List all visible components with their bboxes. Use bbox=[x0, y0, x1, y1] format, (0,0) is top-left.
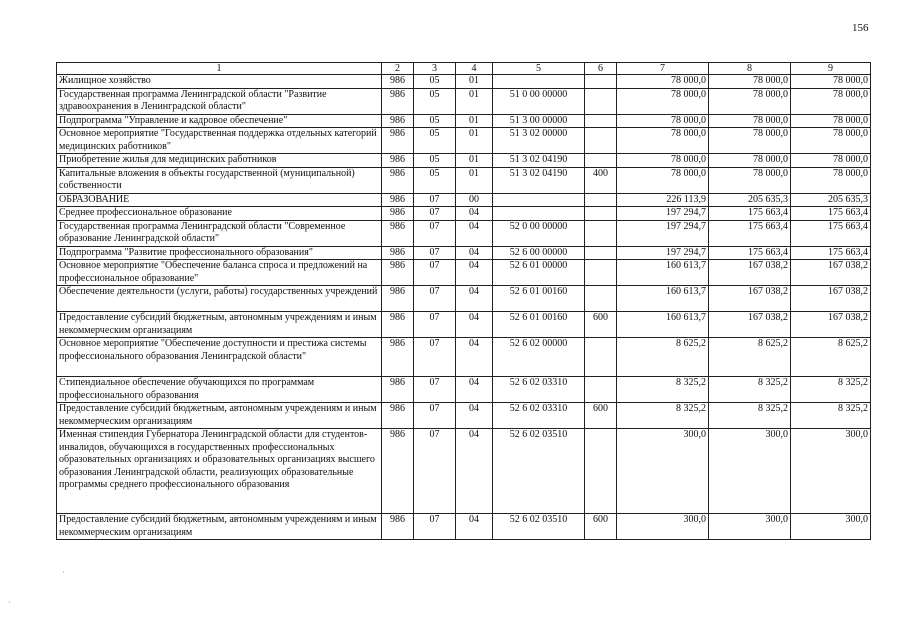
table-cell-amount-year1: 300,0 bbox=[617, 514, 709, 540]
table-row bbox=[57, 207, 871, 221]
table-cell-name: Основное мероприятие "Обеспечение доступности и престижа системы профессионального образования Ленинградской области" bbox=[57, 338, 382, 377]
table-cell-admin: 986 bbox=[382, 220, 414, 246]
table-cell-section: 05 bbox=[414, 128, 456, 154]
table-cell-section: 07 bbox=[414, 377, 456, 403]
table-row bbox=[57, 377, 871, 403]
table-cell-amount-year3: 175 663,4 bbox=[791, 207, 871, 221]
table-row bbox=[57, 338, 871, 377]
table-cell-section: 05 bbox=[414, 167, 456, 193]
table-cell-subsection: 04 bbox=[456, 403, 493, 429]
table-cell-amount-year1: 8 325,2 bbox=[617, 377, 709, 403]
table-cell-target-article: 52 6 01 00160 bbox=[493, 312, 585, 338]
table-cell-admin: 986 bbox=[382, 128, 414, 154]
table-cell-amount-year2: 205 635,3 bbox=[709, 193, 791, 207]
table-cell-target-article: 52 6 02 00000 bbox=[493, 338, 585, 377]
table-row bbox=[57, 312, 871, 338]
scan-speck: · bbox=[8, 598, 11, 607]
table-cell-amount-year3: 175 663,4 bbox=[791, 220, 871, 246]
table-row bbox=[57, 514, 871, 540]
table-cell-expense-type bbox=[585, 75, 617, 89]
table-cell-admin: 986 bbox=[382, 154, 414, 168]
table-cell-subsection: 04 bbox=[456, 260, 493, 286]
table-cell-amount-year1: 78 000,0 bbox=[617, 167, 709, 193]
table-cell-subsection: 04 bbox=[456, 312, 493, 338]
column-header-6: 6 bbox=[585, 63, 617, 75]
table-cell-target-article: 52 6 00 00000 bbox=[493, 246, 585, 260]
table-cell-amount-year1: 78 000,0 bbox=[617, 154, 709, 168]
table-cell-name: Жилищное хозяйство bbox=[57, 75, 382, 89]
table-cell-expense-type bbox=[585, 286, 617, 312]
table-cell-target-article: 52 6 02 03510 bbox=[493, 514, 585, 540]
table-cell-amount-year3: 300,0 bbox=[791, 429, 871, 514]
table-cell-target-article: 52 6 02 03310 bbox=[493, 377, 585, 403]
table-cell-amount-year2: 78 000,0 bbox=[709, 75, 791, 89]
table-row bbox=[57, 429, 871, 514]
table-cell-amount-year2: 78 000,0 bbox=[709, 154, 791, 168]
table-cell-amount-year2: 8 625,2 bbox=[709, 338, 791, 377]
table-cell-expense-type bbox=[585, 246, 617, 260]
table-row bbox=[57, 260, 871, 286]
table-cell-amount-year3: 167 038,2 bbox=[791, 260, 871, 286]
table-cell-admin: 986 bbox=[382, 246, 414, 260]
table-cell-amount-year2: 167 038,2 bbox=[709, 312, 791, 338]
table-cell-amount-year3: 78 000,0 bbox=[791, 128, 871, 154]
table-cell-amount-year1: 160 613,7 bbox=[617, 260, 709, 286]
table-cell-name: Капитальные вложения в объекты государственной (муниципальной) собственности bbox=[57, 167, 382, 193]
table-cell-amount-year3: 167 038,2 bbox=[791, 312, 871, 338]
table-cell-subsection: 04 bbox=[456, 246, 493, 260]
column-header-4: 4 bbox=[456, 63, 493, 75]
table-cell-amount-year2: 167 038,2 bbox=[709, 260, 791, 286]
table-cell-admin: 986 bbox=[382, 75, 414, 89]
table-cell-expense-type bbox=[585, 338, 617, 377]
table-cell-admin: 986 bbox=[382, 429, 414, 514]
table-cell-admin: 986 bbox=[382, 514, 414, 540]
table-cell-target-article: 52 0 00 00000 bbox=[493, 220, 585, 246]
table-cell-amount-year2: 167 038,2 bbox=[709, 286, 791, 312]
table-cell-amount-year2: 78 000,0 bbox=[709, 128, 791, 154]
table-cell-section: 07 bbox=[414, 338, 456, 377]
table-cell-expense-type bbox=[585, 207, 617, 221]
column-header-8: 8 bbox=[709, 63, 791, 75]
table-cell-amount-year3: 8 625,2 bbox=[791, 338, 871, 377]
table-cell-amount-year3: 78 000,0 bbox=[791, 88, 871, 114]
table-cell-amount-year1: 78 000,0 bbox=[617, 75, 709, 89]
table-cell-amount-year3: 167 038,2 bbox=[791, 286, 871, 312]
table-cell-expense-type bbox=[585, 429, 617, 514]
table-cell-amount-year2: 175 663,4 bbox=[709, 246, 791, 260]
table-row bbox=[57, 403, 871, 429]
table-cell-admin: 986 bbox=[382, 338, 414, 377]
table-cell-subsection: 00 bbox=[456, 193, 493, 207]
table-cell-amount-year3: 78 000,0 bbox=[791, 154, 871, 168]
header-row bbox=[57, 63, 871, 75]
table-cell-name: Среднее профессиональное образование bbox=[57, 207, 382, 221]
table-cell-subsection: 01 bbox=[456, 114, 493, 128]
table-cell-subsection: 01 bbox=[456, 167, 493, 193]
table-cell-name: Основное мероприятие "Обеспечение баланса спроса и предложений на профессиональное образование" bbox=[57, 260, 382, 286]
table-cell-target-article bbox=[493, 75, 585, 89]
table-cell-amount-year1: 160 613,7 bbox=[617, 312, 709, 338]
scan-speck: · bbox=[62, 568, 65, 577]
table-cell-admin: 986 bbox=[382, 207, 414, 221]
table-cell-amount-year2: 300,0 bbox=[709, 429, 791, 514]
table-cell-amount-year2: 300,0 bbox=[709, 514, 791, 540]
table-cell-section: 05 bbox=[414, 88, 456, 114]
table-cell-amount-year2: 175 663,4 bbox=[709, 207, 791, 221]
table-row bbox=[57, 246, 871, 260]
table-cell-amount-year2: 8 325,2 bbox=[709, 403, 791, 429]
table-cell-amount-year1: 300,0 bbox=[617, 429, 709, 514]
table-cell-subsection: 04 bbox=[456, 220, 493, 246]
table-cell-subsection: 04 bbox=[456, 207, 493, 221]
column-header-2: 2 bbox=[382, 63, 414, 75]
table-row bbox=[57, 128, 871, 154]
table-cell-amount-year1: 197 294,7 bbox=[617, 207, 709, 221]
table-cell-section: 07 bbox=[414, 220, 456, 246]
table-cell-section: 07 bbox=[414, 514, 456, 540]
table-cell-amount-year3: 175 663,4 bbox=[791, 246, 871, 260]
table-cell-amount-year1: 197 294,7 bbox=[617, 246, 709, 260]
column-header-5: 5 bbox=[493, 63, 585, 75]
table-cell-subsection: 01 bbox=[456, 75, 493, 89]
table-cell-amount-year3: 78 000,0 bbox=[791, 114, 871, 128]
table-cell-subsection: 04 bbox=[456, 429, 493, 514]
table-cell-amount-year1: 8 325,2 bbox=[617, 403, 709, 429]
table-cell-subsection: 04 bbox=[456, 286, 493, 312]
table-cell-expense-type bbox=[585, 260, 617, 286]
table-cell-amount-year2: 78 000,0 bbox=[709, 114, 791, 128]
table-cell-admin: 986 bbox=[382, 260, 414, 286]
column-header-7: 7 bbox=[617, 63, 709, 75]
table-row bbox=[57, 88, 871, 114]
table-row bbox=[57, 167, 871, 193]
table-cell-target-article: 51 3 02 04190 bbox=[493, 154, 585, 168]
table-cell-name: Предоставление субсидий бюджетным, автономным учреждениям и иным некоммерческим организациям bbox=[57, 403, 382, 429]
table-cell-expense-type: 600 bbox=[585, 312, 617, 338]
table-cell-target-article: 52 6 01 00000 bbox=[493, 260, 585, 286]
table-cell-subsection: 04 bbox=[456, 514, 493, 540]
table-cell-section: 07 bbox=[414, 429, 456, 514]
table-cell-amount-year2: 8 325,2 bbox=[709, 377, 791, 403]
table-row bbox=[57, 114, 871, 128]
table-cell-subsection: 04 bbox=[456, 377, 493, 403]
table-row bbox=[57, 220, 871, 246]
page-number: 156 bbox=[852, 22, 869, 34]
table-cell-target-article: 51 3 00 00000 bbox=[493, 114, 585, 128]
table-cell-section: 05 bbox=[414, 114, 456, 128]
table-cell-name: Приобретение жилья для медицинских работников bbox=[57, 154, 382, 168]
table-cell-name: Именная стипендия Губернатора Ленинградской области для студентов-инвалидов, обучающихся в государственных профессиональных образовательных организациях и образовательных организациях высшего образования Ленинградской области, реализующих образовательные программы среднего профессионального образования bbox=[57, 429, 382, 514]
table-cell-expense-type: 400 bbox=[585, 167, 617, 193]
table-cell-name: Государственная программа Ленинградской области "Развитие здравоохранения в Ленинградской области" bbox=[57, 88, 382, 114]
table-cell-name: ОБРАЗОВАНИЕ bbox=[57, 193, 382, 207]
table-cell-admin: 986 bbox=[382, 377, 414, 403]
column-header-1: 1 bbox=[57, 63, 382, 75]
table-cell-name: Государственная программа Ленинградской области "Современное образование Ленинградской области" bbox=[57, 220, 382, 246]
table-cell-name: Стипендиальное обеспечение обучающихся по программам профессионального образования bbox=[57, 377, 382, 403]
table-cell-amount-year3: 8 325,2 bbox=[791, 403, 871, 429]
table-cell-target-article: 52 6 02 03310 bbox=[493, 403, 585, 429]
table-cell-name: Основное мероприятие "Государственная поддержка отдельных категорий медицинских работников" bbox=[57, 128, 382, 154]
table-cell-section: 07 bbox=[414, 207, 456, 221]
table-cell-section: 07 bbox=[414, 260, 456, 286]
table-cell-name: Предоставление субсидий бюджетным, автономным учреждениям и иным некоммерческим организациям bbox=[57, 312, 382, 338]
budget-table bbox=[56, 62, 871, 540]
table-cell-expense-type bbox=[585, 114, 617, 128]
table-cell-expense-type bbox=[585, 193, 617, 207]
table-cell-admin: 986 bbox=[382, 88, 414, 114]
table-cell-subsection: 01 bbox=[456, 88, 493, 114]
table-cell-name: Предоставление субсидий бюджетным, автономным учреждениям и иным некоммерческим организациям bbox=[57, 514, 382, 540]
table-cell-expense-type bbox=[585, 377, 617, 403]
table-row bbox=[57, 286, 871, 312]
table-cell-target-article: 51 3 02 04190 bbox=[493, 167, 585, 193]
table-cell-expense-type bbox=[585, 220, 617, 246]
table-cell-name: Подпрограмма "Развитие профессионального образования" bbox=[57, 246, 382, 260]
table-cell-target-article: 51 0 00 00000 bbox=[493, 88, 585, 114]
table-cell-subsection: 01 bbox=[456, 128, 493, 154]
table-cell-section: 07 bbox=[414, 286, 456, 312]
table-cell-expense-type bbox=[585, 154, 617, 168]
table-cell-amount-year2: 78 000,0 bbox=[709, 167, 791, 193]
table-cell-amount-year3: 300,0 bbox=[791, 514, 871, 540]
table-cell-amount-year2: 78 000,0 bbox=[709, 88, 791, 114]
table-cell-subsection: 04 bbox=[456, 338, 493, 377]
table-cell-admin: 986 bbox=[382, 167, 414, 193]
table-cell-section: 07 bbox=[414, 246, 456, 260]
table-cell-section: 07 bbox=[414, 193, 456, 207]
table-cell-section: 05 bbox=[414, 154, 456, 168]
column-header-3: 3 bbox=[414, 63, 456, 75]
table-cell-admin: 986 bbox=[382, 403, 414, 429]
table-cell-expense-type bbox=[585, 88, 617, 114]
table-cell-section: 07 bbox=[414, 403, 456, 429]
table-cell-amount-year1: 78 000,0 bbox=[617, 114, 709, 128]
table-cell-admin: 986 bbox=[382, 312, 414, 338]
table-row bbox=[57, 193, 871, 207]
table-cell-expense-type: 600 bbox=[585, 514, 617, 540]
column-header-9: 9 bbox=[791, 63, 871, 75]
table-cell-amount-year2: 175 663,4 bbox=[709, 220, 791, 246]
table-cell-admin: 986 bbox=[382, 193, 414, 207]
table-cell-amount-year3: 8 325,2 bbox=[791, 377, 871, 403]
table-cell-amount-year1: 8 625,2 bbox=[617, 338, 709, 377]
table-cell-target-article: 52 6 02 03510 bbox=[493, 429, 585, 514]
table-cell-name: Подпрограмма "Управление и кадровое обеспечение" bbox=[57, 114, 382, 128]
table-cell-target-article bbox=[493, 193, 585, 207]
table-row bbox=[57, 154, 871, 168]
table-cell-section: 07 bbox=[414, 312, 456, 338]
table-cell-admin: 986 bbox=[382, 114, 414, 128]
table-cell-target-article: 51 3 02 00000 bbox=[493, 128, 585, 154]
table-cell-target-article: 52 6 01 00160 bbox=[493, 286, 585, 312]
table-cell-amount-year1: 78 000,0 bbox=[617, 128, 709, 154]
table-row bbox=[57, 75, 871, 89]
table-cell-section: 05 bbox=[414, 75, 456, 89]
table-cell-amount-year1: 197 294,7 bbox=[617, 220, 709, 246]
table-cell-amount-year1: 226 113,9 bbox=[617, 193, 709, 207]
table-cell-amount-year1: 160 613,7 bbox=[617, 286, 709, 312]
table-cell-amount-year3: 78 000,0 bbox=[791, 75, 871, 89]
table-cell-amount-year3: 205 635,3 bbox=[791, 193, 871, 207]
table-cell-admin: 986 bbox=[382, 286, 414, 312]
table-cell-target-article bbox=[493, 207, 585, 221]
table-cell-subsection: 01 bbox=[456, 154, 493, 168]
table-cell-amount-year3: 78 000,0 bbox=[791, 167, 871, 193]
table-cell-expense-type: 600 bbox=[585, 403, 617, 429]
table-cell-name: Обеспечение деятельности (услуги, работы) государственных учреждений bbox=[57, 286, 382, 312]
table-cell-amount-year1: 78 000,0 bbox=[617, 88, 709, 114]
table-cell-expense-type bbox=[585, 128, 617, 154]
